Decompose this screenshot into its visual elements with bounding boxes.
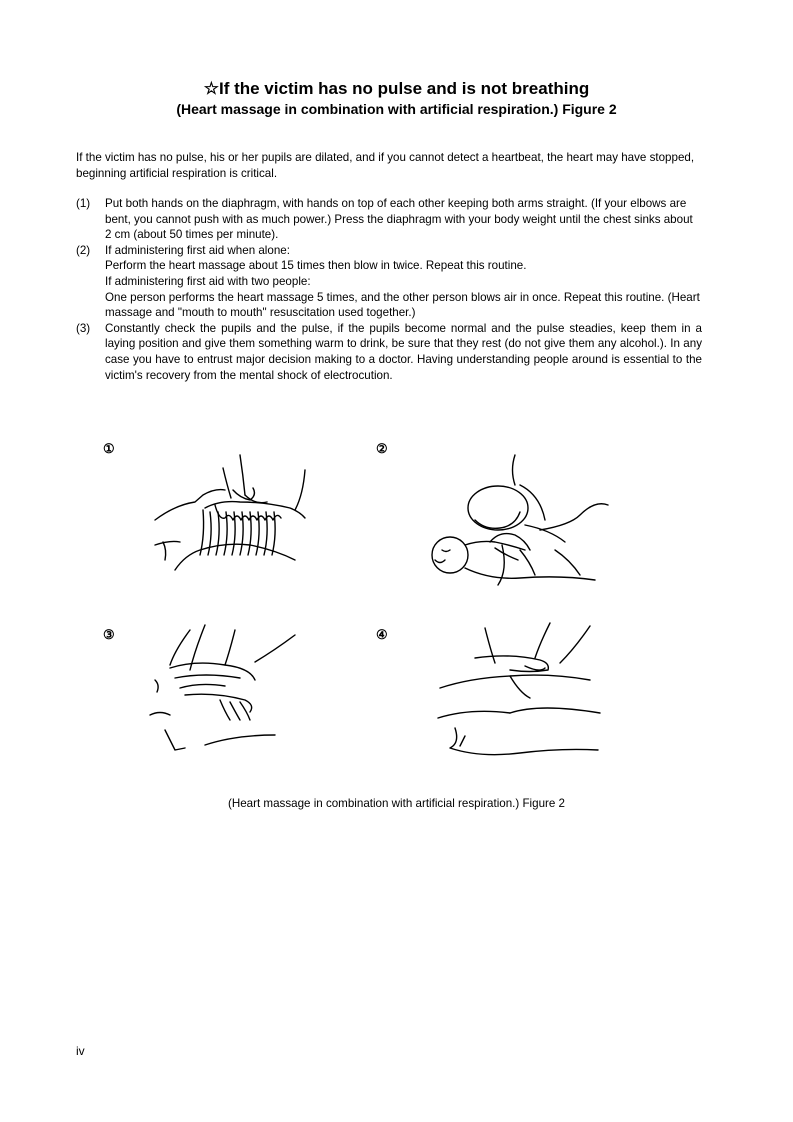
intro-paragraph: If the victim has no pulse, his or her pupils are dilated, and if you cannot detect a heartbeat, the heart may have stopped, beginning artificial respiration is critical. xyxy=(76,151,695,180)
steps-list xyxy=(76,196,702,383)
step-3 xyxy=(76,321,702,383)
step-text: Perform the heart massage about 15 times then blow in twice. Repeat this routine. xyxy=(105,259,527,273)
figure-2-label: ② xyxy=(376,441,388,456)
figure-1-chest-compression-illustration xyxy=(145,450,315,585)
figure-4-label: ④ xyxy=(376,627,388,642)
step-1 xyxy=(76,196,702,243)
figure-4-side-view-compression-illustration xyxy=(430,618,605,763)
page-title: ☆If the victim has no pulse and is not breathing xyxy=(203,79,590,98)
step-text: One person performs the heart massage 5 times, and the other person blows air in once. Repeat this routine. (Heart massage and "mouth to mouth" resuscitation used together.) xyxy=(105,290,700,320)
figure-caption: (Heart massage in combination with artificial respiration.) Figure 2 xyxy=(228,797,565,810)
figure-2-two-person-rescue-illustration xyxy=(420,450,610,595)
step-text: If administering first aid when alone: xyxy=(105,243,290,257)
step-number: (2) xyxy=(76,243,91,257)
page-number: iv xyxy=(76,1044,85,1058)
figure-3-hand-placement-illustration xyxy=(145,620,320,760)
step-text: If administering first aid with two people: xyxy=(105,274,311,288)
page-subtitle: (Heart massage in combination with artificial respiration.) Figure 2 xyxy=(176,101,617,117)
step-number: (3) xyxy=(76,321,91,335)
figure-1-label: ① xyxy=(103,441,115,456)
step-2 xyxy=(76,243,702,321)
step-text: Put both hands on the diaphragm, with hands on top of each other keeping both arms straight. (If your elbows are bent, you cannot push with as much power.) Press the diaphragm with your body weight until the chest sinks about 2 cm (about 50 times per minute). xyxy=(105,197,693,242)
step-text: Constantly check the pupils and the pulse, if the pupils become normal and the pulse steadies, keep them in a laying position and give them something warm to drink, be sure that they rest (do not give them any alcohol.). In any case you have to entrust major decision making to a doctor. Having understanding people around is essential to the victim's recovery from the mental shock of electrocution. xyxy=(105,321,702,382)
step-number: (1) xyxy=(76,197,91,210)
figure-3-label: ③ xyxy=(103,627,115,642)
